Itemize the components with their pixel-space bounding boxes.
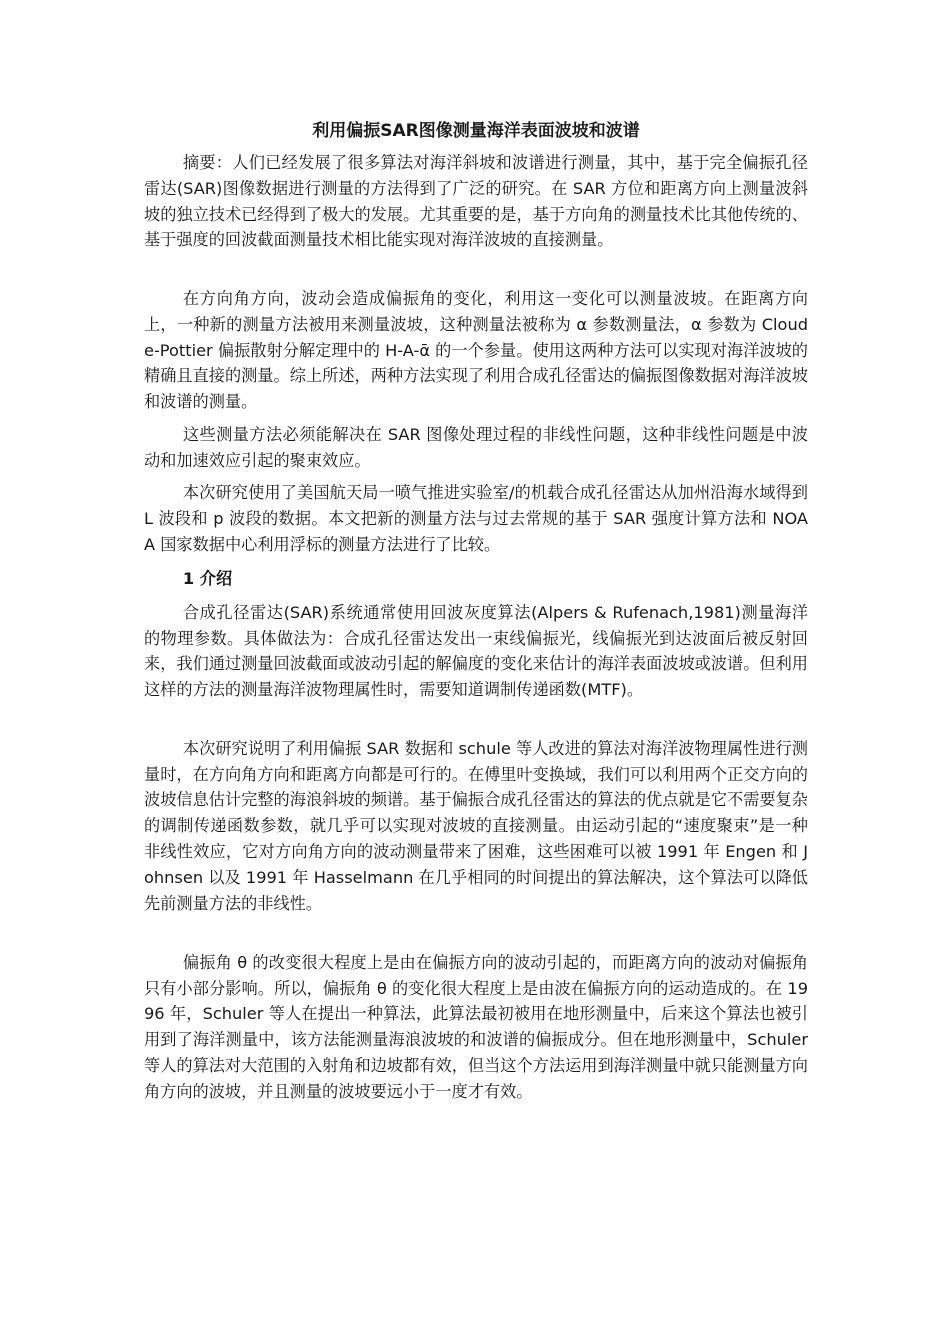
direction-paragraph: 在方向角方向，波动会造成偏振角的变化，利用这一变化可以测量波坡。在距离方向上，一种新的测量方法被用来测量波坡，这种测量法被称为 α 参数测量法，α 参数为 Cloude-Pottier 偏振散射分解定理中的 H-A-ᾱ 的一个参量。使用这两种方法可以实现对海洋波坡的精确且直接的测量。综上所述，两种方法实现了利用合成孔径雷达的偏振图像数据对海洋波坡和波谱的测量。 [144,289,808,412]
nonlinearity-paragraph: 这些测量方法必须能解决在 SAR 图像处理过程的非线性问题，这种非线性问题是中波动和加速效应引起的聚束效应。 [144,425,808,470]
introduction-paragraph-1: 合成孔径雷达(SAR)系统通常使用回波灰度算法(Alpers & Rufenach,1981)测量海洋的物理参数。具体做法为：合成孔径雷达发出一束线偏振光，线偏振光到达波面后被反射回来，我们通过测量回波截面或波动引起的解偏度的变化来估计的海洋表面波坡或波谱。但利用这样的方法的测量海洋波物理属性时，需要知道调制传递函数(MTF)。 [144,602,808,700]
abstract-paragraph: 摘要：人们已经发展了很多算法对海洋斜坡和波谱进行测量，其中，基于完全偏振孔径雷达(SAR)图像数据进行测量的方法得到了广泛的研究。在 SAR 方位和距离方向上测量波斜坡的独立技术已经得到了极大的发展。尤其重要的是，基于方向角的测量技术比其他传统的、基于强度的回波截面测量技术相比能实现对海洋波坡的直接测量。 [144,153,808,250]
document-title: 利用偏振SAR图像测量海洋表面波坡和波谱 [312,121,640,141]
introduction-paragraph-2: 本次研究说明了利用偏振 SAR 数据和 schule 等人改进的算法对海洋波物理属性进行测量时，在方向角方向和距离方向都是可行的。在傅里叶变换域，我们可以利用两个正交方向的波坡信息估计完整的海浪斜坡的频谱。基于偏振合成孔径雷达的算法的优点就是它不需要复杂的调制传递函数参数，就几乎可以实现对波坡的直接测量。由运动引起的“速度聚束”是一种非线性效应，它对方向角方向的波动测量带来了困难，这些困难可以被 1991 年 Engen 和 Johnsen 以及 1991 年 Hasselmann 在几乎相同的时间提出的算法解决，这个算法可以降低先前测量方法的非线性。 [144,738,808,913]
section-heading-introduction: 1 介绍 [182,569,233,588]
introduction-paragraph-3: 偏振角 θ 的改变很大程度上是由在偏振方向的波动引起的，而距离方向的波动对偏振角只有小部分影响。所以，偏振角 θ 的变化很大程度上是由波在偏振方向的运动造成的。在 1996 年，Schuler 等人在提出一种算法，此算法最初被用在地形测量中，后来这个算法也被引用到了海洋测量中，该方法能测量海浪波坡的和波谱的偏振成分。但在地形测量中，Schuler 等人的算法对大范围的入射角和边坡都有效，但当这个方法运用到海洋测量中就只能测量方向角方向的波坡，并且测量的波坡要远小于一度才有效。 [144,952,808,1101]
document-page [144,118,808,1138]
study-paragraph: 本次研究使用了美国航天局一喷气推进实验室/的机载合成孔径雷达从加州沿海水域得到 L 波段和 p 波段的数据。本文把新的测量方法与过去常规的基于 SAR 强度计算方法和 NOAA 国家数据中心利用浮标的测量方法进行了比较。 [144,483,808,554]
